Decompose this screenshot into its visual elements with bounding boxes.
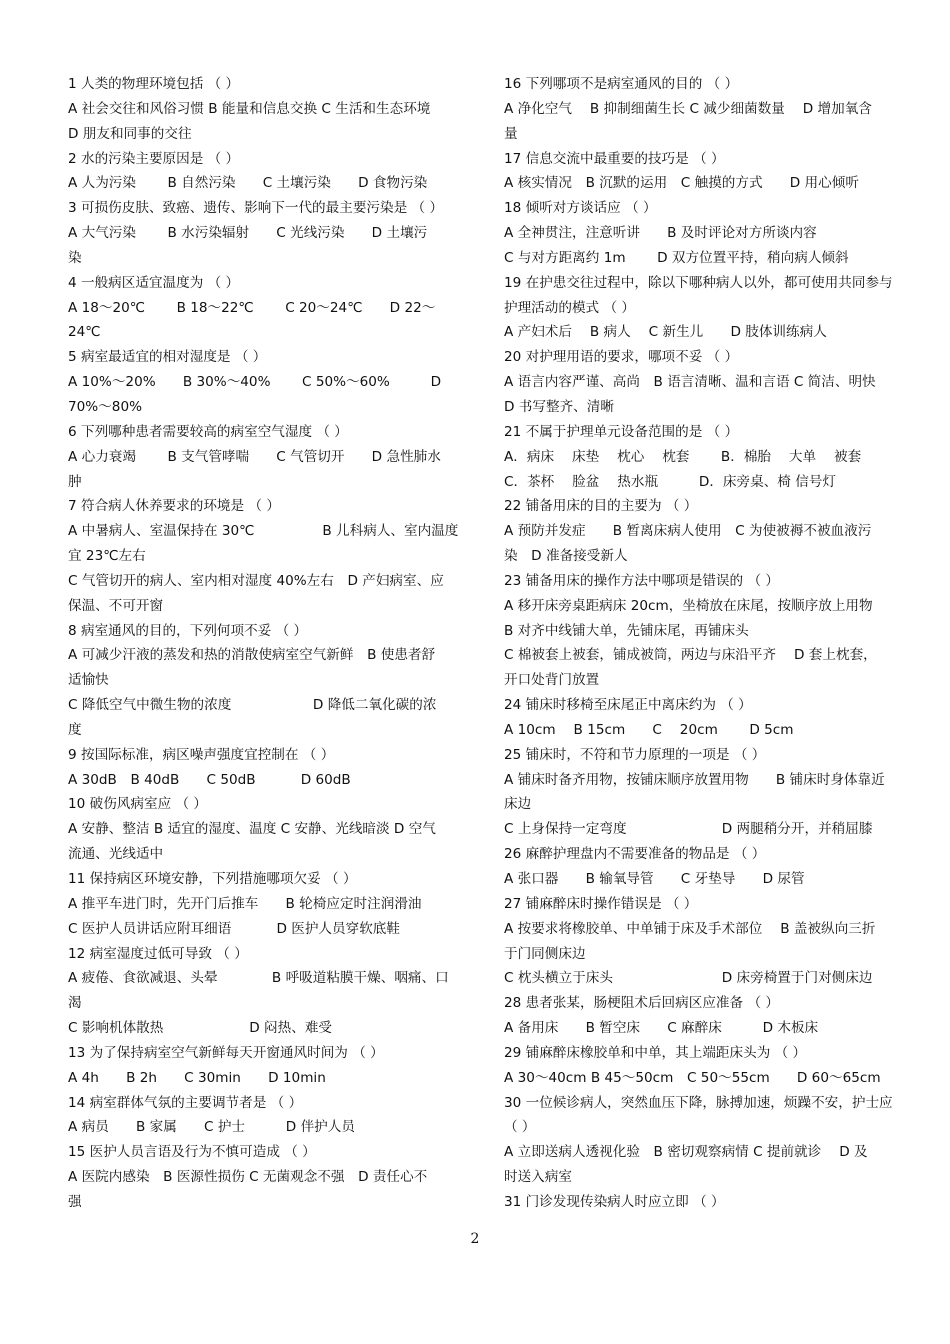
- text-line: 3 可损伤皮肤、致癌、遗传、影响下一代的最主要污染是 （ ）: [68, 200, 444, 217]
- text-line: 2 水的污染主要原因是 （ ）: [68, 150, 240, 167]
- text-line: 肿: [68, 473, 82, 490]
- text-line: C 枕头横立于床头 D 床旁椅置于门对侧床边: [504, 970, 873, 987]
- text-line: D 书写整齐、清晰: [504, 398, 614, 415]
- text-line: 量: [504, 125, 518, 142]
- text-line: 适愉快: [68, 672, 109, 689]
- text-line: 6 下列哪种患者需要较高的病室空气湿度 （ ）: [68, 423, 348, 440]
- text-line: 时送入病室: [504, 1169, 572, 1186]
- left-column: [68, 72, 476, 1215]
- text-line: 31 门诊发现传染病人时应立即 （ ）: [504, 1193, 725, 1210]
- text-line: C 与对方距离约 1m D 双方位置平持，稍向病人倾斜: [504, 249, 849, 266]
- text-line: A 安静、整洁 B 适宜的湿度、温度 C 安静、光线暗淡 D 空气: [68, 821, 436, 838]
- text-line: A 人为污染 B 自然污染 C 土壤污染 D 食物污染: [68, 175, 428, 192]
- text-line: A 预防并发症 B 暂离床病人使用 C 为使被褥不被血液污: [504, 523, 872, 540]
- text-line: A 推平车进门时，先开门后推车 B 轮椅应定时注润滑油: [68, 895, 422, 912]
- text-line: 9 按国际标准，病区噪声强度宜控制在 （ ）: [68, 746, 335, 763]
- text-line: 25 铺床时，不符和节力原理的一项是 （ ）: [504, 746, 766, 763]
- text-line: 18 倾听对方谈话应 （ ）: [504, 200, 657, 217]
- text-line: C 医护人员讲话应附耳细语 D 医护人员穿软底鞋: [68, 920, 400, 937]
- text-line: 20 对护理用语的要求，哪项不妥 （ ）: [504, 349, 739, 366]
- text-line: 11 保持病区环境安静，下列措施哪项欠妥 （ ）: [68, 871, 357, 887]
- text-line: 26 麻醉护理盘内不需要准备的物品是 （ ）: [504, 846, 766, 863]
- text-line: A 语言内容严谨、高尚 B 语言清晰、温和言语 C 简洁、明快: [504, 374, 876, 391]
- text-line: 10 破伤风病室应 （ ）: [68, 796, 208, 813]
- text-line: 护理活动的模式 （ ）: [504, 299, 635, 316]
- text-line: C 气管切开的病人、室内相对湿度 40%左右 D 产妇病室、应: [68, 572, 444, 589]
- text-line: 21 不属于护理单元设备范围的是 （ ）: [504, 423, 739, 440]
- text-line: 保温、不可开窗: [68, 597, 164, 614]
- text-line: A 疲倦、食欲减退、头晕 B 呼吸道粘膜干燥、咽痛、口: [68, 970, 449, 987]
- text-line: 27 铺麻醉床时操作错误是 （ ）: [504, 895, 698, 912]
- text-line: A 30dB B 40dB C 50dB D 60dB: [68, 771, 351, 788]
- text-line: C 棉被套上被套，铺成被筒，两边与床沿平齐 D 套上枕套，: [504, 647, 877, 664]
- text-line: 宜 23℃左右: [68, 548, 146, 565]
- text-line: C 降低空气中微生物的浓度 D 降低二氧化碳的浓: [68, 697, 437, 714]
- text-line: C．茶杯 脸盆 热水瓶 D．床旁桌、椅 信号灯: [504, 473, 836, 490]
- text-line: 1 人类的物理环境包括 （ ）: [68, 76, 240, 92]
- text-line: 16 下列哪项不是病室通风的目的 （ ）: [504, 76, 739, 92]
- text-line: 床边: [504, 796, 532, 813]
- text-line: A 社会交往和风俗习惯 B 能量和信息交换 C 生活和生态环境: [68, 100, 431, 117]
- text-line: 24 铺床时移椅至床尾正中离床约为 （ ）: [504, 697, 752, 714]
- text-line: 17 信息交流中最重要的技巧是 （ ）: [504, 150, 725, 167]
- text-line: 于门同侧床边: [504, 945, 586, 962]
- text-line: 70%～80%: [68, 398, 143, 415]
- text-line: A 18～20℃ B 18～22℃ C 20～24℃ D 22～: [68, 299, 436, 316]
- text-line: 5 病室最适宜的相对湿度是 （ ）: [68, 349, 267, 366]
- text-line: 28 患者张某，肠梗阻术后回病区应准备 （ ）: [504, 995, 779, 1012]
- text-line: 开口处背门放置: [504, 672, 600, 689]
- text-line: D 朋友和同事的交往: [68, 125, 192, 142]
- text-line: 13 为了保持病室空气新鲜每天开窗通风时间为 （ ）: [68, 1044, 384, 1061]
- text-line: 度: [68, 721, 82, 738]
- text-line: A 核实情况 B 沉默的运用 C 触摸的方式 D 用心倾听: [504, 175, 859, 192]
- text-line: 流通、光线适中: [68, 846, 164, 863]
- text-line: A 大气污染 B 水污染辐射 C 光线污染 D 土壤污: [68, 225, 428, 242]
- text-line: A．病床 床垫 枕心 枕套 B．棉胎 大单 被套: [504, 448, 862, 465]
- text-line: A 铺床时备齐用物，按铺床顺序放置用物 B 铺床时身体靠近: [504, 771, 885, 788]
- text-line: A 移开床旁桌距病床 20cm，坐椅放在床尾，按顺序放上用物: [504, 597, 873, 614]
- text-line: A 张口器 B 输氧导管 C 牙垫导 D 尿管: [504, 871, 805, 887]
- text-line: 19 在护患交往过程中，除以下哪种病人以外，都可使用共同参与: [504, 274, 893, 291]
- text-line: A 病员 B 家属 C 护士 D 伴护人员: [68, 1119, 355, 1136]
- text-line: A 可减少汗液的蒸发和热的消散使病室空气新鲜 B 使患者舒: [68, 647, 436, 664]
- text-line: 4 一般病区适宜温度为 （ ）: [68, 274, 240, 291]
- text-line: A 立即送病人透视化验 B 密切观察病情 C 提前就诊 D 及: [504, 1144, 868, 1161]
- text-line: A 净化空气 B 抑制细菌生长 C 减少细菌数量 D 增加氧含: [504, 100, 872, 117]
- text-line: 24℃: [68, 324, 101, 341]
- text-line: 30 一位候诊病人，突然血压下降，脉搏加速，烦躁不安，护士应: [504, 1094, 893, 1111]
- text-line: A 产妇术后 B 病人 C 新生儿 D 肢体训练病人: [504, 324, 827, 341]
- text-line: 染 D 准备接受新人: [504, 548, 628, 565]
- page-number: 2: [470, 1231, 480, 1247]
- text-line: A 全神贯注，注意听讲 B 及时评论对方所谈内容: [504, 225, 817, 242]
- text-line: A 中暑病人、室温保持在 30℃ B 儿科病人、室内温度: [68, 523, 459, 540]
- text-line: 14 病室群体气氛的主要调节者是 （ ）: [68, 1094, 303, 1111]
- text-line: 12 病室湿度过低可导致 （ ）: [68, 945, 248, 962]
- text-line: A 10cm B 15cm C 20cm D 5cm: [504, 721, 794, 738]
- text-line: 7 符合病人休养要求的环境是 （ ）: [68, 498, 280, 515]
- text-line: 29 铺麻醉床橡胶单和中单，其上端距床头为 （ ）: [504, 1044, 807, 1061]
- text-line: A 按要求将橡胶单、中单铺于床及手术部位 B 盖被纵向三折: [504, 920, 876, 937]
- text-line: 渴: [68, 995, 82, 1012]
- text-line: 15 医护人员言语及行为不慎可造成 （ ）: [68, 1144, 316, 1161]
- text-line: C 上身保持一定弯度 D 两腿稍分开，并稍屈膝: [504, 821, 873, 838]
- text-line: A 医院内感染 B 医源性损伤 C 无菌观念不强 D 责任心不: [68, 1169, 428, 1186]
- text-line: 8 病室通风的目的，下列何项不妥 （ ）: [68, 622, 308, 639]
- text-line: （ ）: [504, 1119, 536, 1136]
- text-line: C 影响机体散热 D 闷热、难受: [68, 1020, 333, 1037]
- text-line: A 心力衰竭 B 支气管哮喘 C 气管切开 D 急性肺水: [68, 448, 441, 465]
- text-line: 23 铺备用床的操作方法中哪项是错误的 （ ）: [504, 572, 779, 589]
- text-line: 22 铺备用床的目的主要为 （ ）: [504, 498, 698, 515]
- right-column: [504, 72, 912, 1215]
- text-line: A 备用床 B 暂空床 C 麻醉床 D 木板床: [504, 1020, 819, 1037]
- text-line: A 4h B 2h C 30min D 10min: [68, 1069, 326, 1086]
- text-line: A 30～40cm B 45～50cm C 50～55cm D 60～65cm: [504, 1069, 881, 1086]
- text-line: 染: [68, 249, 82, 266]
- text-line: B 对齐中线铺大单，先铺床尾，再铺床头: [504, 622, 749, 639]
- text-line: 强: [68, 1193, 82, 1210]
- text-line: A 10%～20% B 30%～40% C 50%～60% D: [68, 374, 442, 391]
